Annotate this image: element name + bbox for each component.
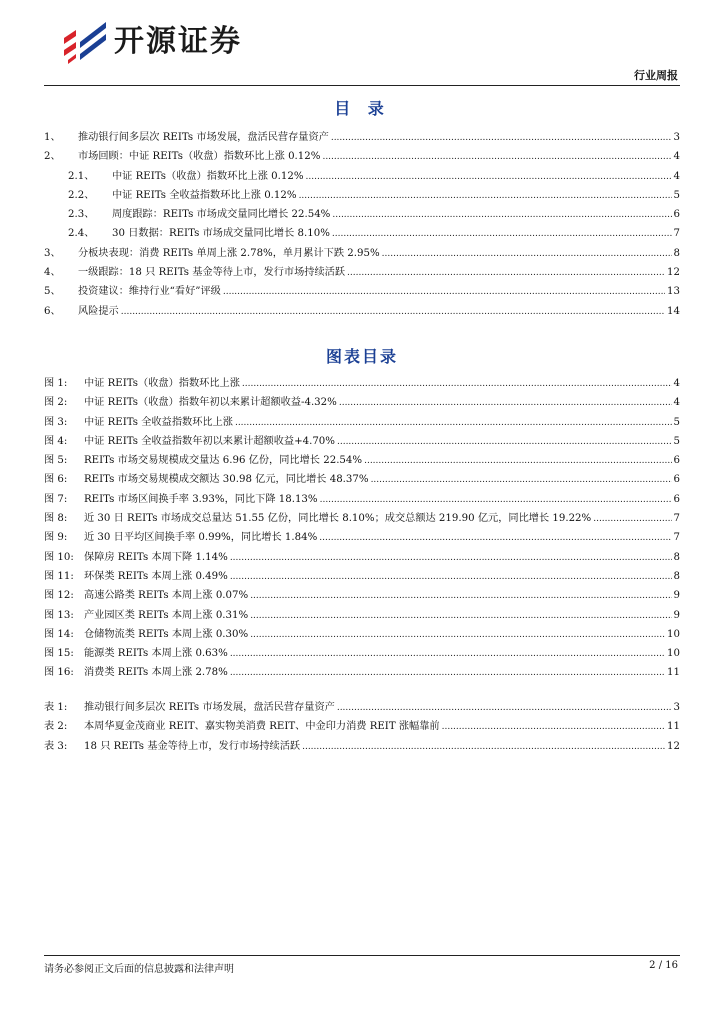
entry-number: 2.2、 [68, 189, 95, 201]
entry-number: 图 13: [44, 609, 74, 621]
dot-leader [299, 191, 672, 201]
entry-page-number: 10 [667, 648, 680, 660]
entry-title[interactable]: 18 只 REITs 基金等待上市，发行市场持续活跃 [84, 740, 301, 752]
entry-number: 表 2: [44, 721, 68, 733]
report-type: 行业周报 [634, 69, 678, 82]
figures-list [44, 374, 680, 683]
tables-list [44, 698, 680, 756]
table-entry[interactable] [44, 737, 680, 756]
entry-page-number: 14 [667, 305, 680, 317]
entry-page-number: 6 [673, 493, 680, 505]
figure-entry[interactable] [44, 393, 680, 412]
figure-entry[interactable] [44, 528, 680, 547]
dot-leader [230, 668, 665, 678]
brand-name: 开源证券 [114, 24, 242, 59]
entry-title[interactable]: 能源类 REITs 本周上涨 0.63% [84, 648, 228, 660]
entry-title[interactable]: 近 30 日 REITs 市场成交总量达 51.55 亿份，同比增长 8.10%；成交总额达 219.90 亿元，同比增长 19.22% [84, 513, 592, 525]
toc-entry[interactable] [44, 224, 680, 243]
entry-title[interactable]: 高速公路类 REITs 本周上涨 0.07% [84, 590, 249, 602]
entry-number: 图 14: [44, 628, 74, 640]
dot-leader [306, 172, 672, 182]
entry-title[interactable]: 周度跟踪：REITs 市场成交量同比增长 22.54% [112, 209, 331, 221]
entry-title[interactable]: 本周华夏金茂商业 REIT、嘉实物美消费 REIT、中金印力消费 REIT 涨幅靠前 [84, 721, 440, 733]
header-divider [44, 85, 680, 86]
entry-page-number: 5 [673, 435, 680, 447]
entry-title[interactable]: 中证 REITs 全收益指数环比上涨 0.12% [112, 189, 297, 201]
entry-title[interactable]: 中证 REITs 全收益指数年初以来累计超额收益+4.70% [84, 435, 335, 447]
entry-title[interactable]: REITs 市场交易规模成交额达 30.98 亿元，同比增长 48.37% [84, 474, 369, 486]
entry-number: 图 10: [44, 551, 74, 563]
figure-entry[interactable] [44, 567, 680, 586]
entry-number: 3、 [44, 247, 61, 259]
entry-page-number: 12 [667, 740, 680, 752]
entry-page-number: 8 [673, 570, 680, 582]
dot-leader [250, 591, 671, 601]
entry-number: 图 2: [44, 397, 68, 409]
dot-leader [230, 649, 665, 659]
entry-title[interactable]: 产业园区类 REITs 本周上涨 0.31% [84, 609, 249, 621]
dot-leader [223, 287, 665, 297]
figure-entry[interactable] [44, 432, 680, 451]
table-entry[interactable] [44, 717, 680, 736]
entry-number: 图 8: [44, 513, 68, 525]
dot-leader [347, 268, 665, 278]
entry-page-number: 13 [667, 286, 680, 298]
entry-page-number: 6 [673, 209, 680, 221]
entry-page-number: 9 [673, 609, 680, 621]
dot-leader [302, 742, 665, 752]
toc-title: 目 录 [334, 99, 390, 118]
entry-number: 图 16: [44, 667, 74, 679]
dot-leader [322, 152, 671, 162]
entry-page-number: 4 [673, 378, 680, 389]
entry-page-number: 12 [667, 267, 680, 279]
entry-title[interactable]: 分板块表现：消费 REITs 单周上涨 2.78%，单月累计下跌 2.95% [78, 247, 380, 259]
entry-number: 图 6: [44, 474, 68, 486]
page-number: 2 / 16 [649, 960, 678, 971]
entry-title[interactable]: 市场回顾：中证 REITs（收盘）指数环比上涨 0.12% [78, 151, 321, 163]
entry-number: 图 5: [44, 455, 68, 467]
dot-leader [230, 553, 672, 563]
figure-entry[interactable] [44, 625, 680, 644]
entry-number: 图 9: [44, 532, 68, 544]
entry-title[interactable]: 中证 REITs 全收益指数环比上涨 [84, 416, 233, 428]
dot-leader [331, 133, 672, 143]
toc-entry[interactable] [44, 167, 680, 186]
figure-entry[interactable] [44, 490, 680, 509]
company-logo [62, 20, 282, 64]
toc-entry[interactable] [44, 282, 680, 301]
dot-leader [364, 456, 671, 466]
entry-page-number: 7 [673, 513, 680, 525]
toc-entry[interactable] [44, 205, 680, 224]
entry-number: 图 1: [44, 378, 68, 389]
entry-number: 2、 [44, 151, 61, 163]
entry-title[interactable]: REITs 市场交易规模成交量达 6.96 亿份，同比增长 22.54% [84, 455, 363, 467]
dot-leader [242, 379, 672, 389]
entry-page-number: 7 [673, 532, 680, 544]
entry-page-number: 5 [673, 189, 680, 201]
entry-page-number: 4 [673, 151, 680, 163]
figure-entry[interactable] [44, 548, 680, 567]
entry-number: 图 4: [44, 435, 68, 447]
entry-page-number: 5 [673, 416, 680, 428]
footer-disclaimer: 请务必参阅正文后面的信息披露和法律声明 [44, 964, 234, 975]
kaiyuan-logo-icon [62, 20, 108, 64]
dot-leader [121, 307, 665, 317]
dot-leader [320, 495, 672, 505]
figure-entry[interactable] [44, 470, 680, 489]
figure-entry[interactable] [44, 451, 680, 470]
entry-number: 图 15: [44, 648, 74, 660]
toc-entry[interactable] [44, 186, 680, 205]
entry-title[interactable]: 中证 REITs（收盘）指数环比上涨 0.12% [112, 170, 304, 182]
dot-leader [250, 611, 671, 621]
figures-title: 图表目录 [325, 347, 398, 366]
entry-page-number: 6 [673, 455, 680, 467]
entry-title[interactable]: 近 30 日平均区间换手率 0.99%，同比增长 1.84% [84, 532, 318, 544]
entry-number: 2.4、 [68, 228, 95, 240]
entry-page-number: 10 [667, 628, 680, 640]
entry-title[interactable]: 30 日数据：REITs 市场成交量同比增长 8.10% [112, 228, 330, 240]
entry-number: 图 12: [44, 590, 74, 602]
entry-title[interactable]: 风险提示 [78, 305, 119, 317]
entry-title[interactable]: 投资建议：维持行业“看好”评级 [78, 286, 221, 298]
entry-title[interactable]: 中证 REITs（收盘）指数环比上涨 [84, 378, 240, 389]
entry-page-number: 3 [673, 132, 680, 143]
figure-entry[interactable] [44, 663, 680, 682]
entry-number: 表 1: [44, 702, 68, 713]
entry-page-number: 7 [673, 228, 680, 240]
toc-entry[interactable] [44, 128, 680, 147]
entry-number: 2.1、 [68, 170, 95, 182]
entry-title[interactable]: 环保类 REITs 本周上涨 0.49% [84, 570, 228, 582]
toc-entry[interactable] [44, 302, 680, 321]
entry-number: 2.3、 [68, 209, 95, 221]
entry-page-number: 4 [673, 170, 680, 182]
toc-entry[interactable] [44, 244, 680, 263]
entry-page-number: 8 [673, 551, 680, 563]
entry-page-number: 3 [673, 702, 680, 713]
entry-title[interactable]: 保障房 REITs 本周下降 1.14% [84, 551, 228, 563]
dot-leader [319, 533, 671, 543]
dot-leader [371, 475, 672, 485]
figure-entry[interactable] [44, 374, 680, 393]
entry-number: 图 11: [44, 570, 74, 582]
dot-leader [332, 229, 672, 239]
entry-title[interactable]: 仓储物流类 REITs 本周上涨 0.30% [84, 628, 249, 640]
toc-list [44, 128, 680, 321]
entry-number: 4、 [44, 267, 61, 279]
entry-title[interactable]: 一级跟踪：18 只 REITs 基金等待上市，发行市场持续活跃 [78, 267, 346, 279]
entry-page-number: 6 [673, 474, 680, 486]
figure-entry[interactable] [44, 586, 680, 605]
table-entry[interactable] [44, 698, 680, 717]
entry-number: 6、 [44, 305, 61, 317]
entry-number: 图 7: [44, 493, 68, 505]
entry-title[interactable]: REITs 市场区间换手率 3.93%，同比下降 18.13% [84, 493, 318, 505]
entry-title[interactable]: 推动银行间多层次 REITs 市场发展，盘活民营存量资产 [78, 132, 329, 143]
dot-leader [337, 437, 672, 447]
entry-number: 5、 [44, 286, 61, 298]
entry-page-number: 4 [673, 397, 680, 409]
toc-entry[interactable] [44, 147, 680, 166]
entry-number: 1、 [44, 132, 61, 143]
dot-leader [382, 249, 672, 259]
entry-page-number: 8 [673, 247, 680, 259]
dot-leader [332, 210, 671, 220]
dot-leader [339, 398, 672, 408]
figure-entry[interactable] [44, 606, 680, 625]
toc-entry[interactable] [44, 263, 680, 282]
entry-page-number: 9 [673, 590, 680, 602]
figure-entry[interactable] [44, 644, 680, 663]
dot-leader [250, 630, 665, 640]
dot-leader [235, 418, 672, 428]
entry-page-number: 11 [667, 667, 680, 679]
figure-entry[interactable] [44, 413, 680, 432]
entry-title[interactable]: 中证 REITs（收盘）指数年初以来累计超额收益-4.32% [84, 397, 337, 409]
figure-entry[interactable] [44, 509, 680, 528]
footer-divider [44, 955, 680, 956]
entry-title[interactable]: 推动银行间多层次 REITs 市场发展，盘活民营存量资产 [84, 702, 335, 713]
dot-leader [442, 722, 665, 732]
dot-leader [593, 514, 671, 524]
dot-leader [230, 572, 672, 582]
dot-leader [337, 703, 672, 713]
entry-title[interactable]: 消费类 REITs 本周上涨 2.78% [84, 667, 228, 679]
entry-page-number: 11 [667, 721, 680, 733]
entry-number: 图 3: [44, 416, 68, 428]
entry-number: 表 3: [44, 740, 68, 752]
